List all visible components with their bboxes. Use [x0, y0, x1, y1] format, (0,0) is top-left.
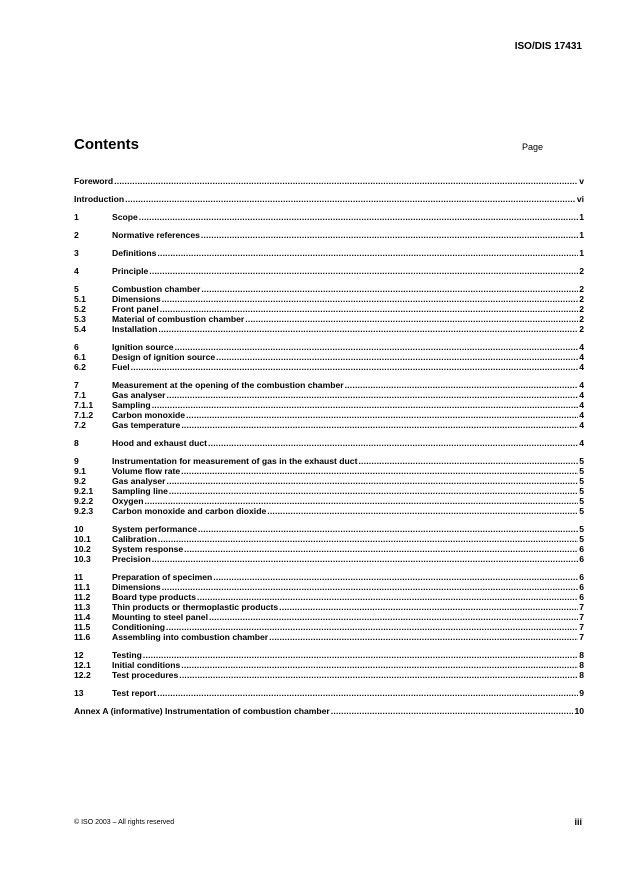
- toc-entry-title: Front panel: [112, 304, 159, 314]
- toc-leader-dots: [267, 506, 578, 516]
- toc-leader-dots: [167, 476, 579, 486]
- toc-entry-number: 7.1.2: [74, 410, 94, 420]
- toc-leader-dots: [145, 496, 579, 506]
- toc-entry-page: 5: [579, 524, 584, 534]
- toc-leader-dots: [152, 400, 579, 410]
- toc-entry-page: 5: [579, 486, 584, 496]
- toc-entry-number: 5.2: [74, 304, 86, 314]
- toc-entry-page: 2: [579, 304, 584, 314]
- toc-entry-page: 6: [579, 544, 584, 554]
- toc-entry[interactable]: [74, 670, 584, 680]
- toc-entry-page: 4: [579, 342, 584, 352]
- toc-entry[interactable]: [74, 592, 584, 602]
- toc-entry[interactable]: [74, 544, 584, 554]
- toc-entry-title: Scope: [112, 212, 138, 222]
- toc-entry-number: 9: [74, 456, 79, 466]
- toc-entry-title: Annex A (informative) Instrumentation of combustion chamber: [74, 706, 330, 716]
- toc-entry-number: 7.1: [74, 390, 86, 400]
- toc-entry-title: Combustion chamber: [112, 284, 201, 294]
- toc-entry[interactable]: [74, 352, 584, 362]
- toc-entry-number: 12.1: [74, 660, 91, 670]
- toc-entry-page: 2: [579, 266, 584, 276]
- toc-leader-dots: [331, 706, 574, 716]
- toc-entry-title: Preparation of specimen: [112, 572, 213, 582]
- toc-entry[interactable]: [74, 456, 584, 466]
- toc-entry-title: Initial conditions: [112, 660, 181, 670]
- toc-leader-dots: [213, 572, 578, 582]
- toc-entry-page: 8: [579, 650, 584, 660]
- toc-entry-page: 5: [579, 506, 584, 516]
- toc-leader-dots: [131, 362, 579, 372]
- toc-entry-number: 6.1: [74, 352, 86, 362]
- toc-entry[interactable]: [74, 176, 584, 186]
- toc-entry-page: 7: [579, 632, 584, 642]
- toc-leader-dots: [186, 410, 578, 420]
- toc-leader-dots: [149, 266, 578, 276]
- toc-entry-page: 4: [579, 400, 584, 410]
- toc-entry-page: 8: [579, 670, 584, 680]
- toc-entry-title: System response: [112, 544, 184, 554]
- toc-entry-number: 5.1: [74, 294, 86, 304]
- toc-entry-number: 9.2: [74, 476, 86, 486]
- toc-leader-dots: [166, 622, 578, 632]
- toc-entry[interactable]: [74, 380, 584, 390]
- toc-entry[interactable]: [74, 612, 584, 622]
- toc-entry[interactable]: [74, 314, 584, 324]
- toc-entry[interactable]: [74, 602, 584, 612]
- toc-entry[interactable]: [74, 438, 584, 448]
- toc-entry-number: 10.2: [74, 544, 91, 554]
- toc-leader-dots: [209, 612, 578, 622]
- toc-entry-title: Testing: [112, 650, 142, 660]
- toc-entry-number: 5.3: [74, 314, 86, 324]
- toc-entry-page: 2: [579, 284, 584, 294]
- toc-entry-number: 5.4: [74, 324, 86, 334]
- toc-entry[interactable]: [74, 660, 584, 670]
- toc-entry-page: 4: [579, 380, 584, 390]
- toc-entry-number: 9.2.2: [74, 496, 94, 506]
- toc-entry[interactable]: [74, 420, 584, 430]
- toc-entry[interactable]: [74, 524, 584, 534]
- toc-entry-page: 4: [579, 352, 584, 362]
- toc-entry-title: Oxygen: [112, 496, 144, 506]
- toc-entry-title: Introduction: [74, 194, 125, 204]
- toc-entry-number: 11.5: [74, 622, 91, 632]
- toc-entry-number: 12.2: [74, 670, 91, 680]
- toc-leader-dots: [358, 456, 578, 466]
- toc-entry-title: Design of ignition source: [112, 352, 216, 362]
- toc-entry-title: Sampling line: [112, 486, 168, 496]
- toc-leader-dots: [279, 602, 578, 612]
- toc-entry-page: 1: [579, 230, 584, 240]
- toc-entry-title: System performance: [112, 524, 198, 534]
- toc-leader-dots: [162, 582, 579, 592]
- toc-leader-dots: [198, 524, 578, 534]
- toc-entry-number: 11.1: [74, 582, 91, 592]
- toc-entry-page: 5: [579, 456, 584, 466]
- toc-entry-page: 7: [579, 612, 584, 622]
- toc-entry-title: Instrumentation for measurement of gas in the exhaust duct: [112, 456, 358, 466]
- toc-entry-number: 10.3: [74, 554, 91, 564]
- toc-entry-number: 7.2: [74, 420, 86, 430]
- toc-leader-dots: [216, 352, 578, 362]
- toc-entry-title: Gas analyser: [112, 390, 166, 400]
- toc-entry-title: Sampling: [112, 400, 151, 410]
- toc-leader-dots: [181, 660, 578, 670]
- toc-entry-title: Test procedures: [112, 670, 179, 680]
- toc-entry-number: 6: [74, 342, 79, 352]
- toc-entry[interactable]: [74, 554, 584, 564]
- toc-leader-dots: [201, 230, 578, 240]
- toc-leader-dots: [208, 438, 578, 448]
- toc-leader-dots: [143, 650, 578, 660]
- toc-leader-dots: [114, 176, 578, 186]
- toc-entry[interactable]: [74, 582, 584, 592]
- toc-entry-page: 6: [579, 582, 584, 592]
- toc-entry[interactable]: [74, 466, 584, 476]
- table-of-contents: [74, 176, 584, 716]
- toc-entry-title: Installation: [112, 324, 158, 334]
- toc-entry-title: Carbon monoxide: [112, 410, 186, 420]
- toc-entry-page: 5: [579, 534, 584, 544]
- toc-entry[interactable]: [74, 496, 584, 506]
- toc-entry-title: Conditioning: [112, 622, 165, 632]
- toc-entry-number: 4: [74, 266, 79, 276]
- toc-entry-title: Measurement at the opening of the combustion chamber: [112, 380, 344, 390]
- toc-entry-page: 7: [579, 622, 584, 632]
- toc-leader-dots: [345, 380, 579, 390]
- toc-entry-number: 8: [74, 438, 79, 448]
- toc-entry[interactable]: [74, 632, 584, 642]
- toc-entry[interactable]: [74, 400, 584, 410]
- toc-entry-title: Thin products or thermoplastic products: [112, 602, 279, 612]
- toc-entry-title: Carbon monoxide and carbon dioxide: [112, 506, 267, 516]
- toc-leader-dots: [157, 248, 578, 258]
- toc-entry[interactable]: [74, 304, 584, 314]
- toc-entry-page: 4: [579, 438, 584, 448]
- toc-leader-dots: [201, 284, 578, 294]
- toc-entry-number: 13: [74, 688, 84, 698]
- toc-leader-dots: [167, 390, 579, 400]
- toc-entry-number: 9.1: [74, 466, 86, 476]
- toc-leader-dots: [245, 314, 578, 324]
- toc-entry-title: Foreword: [74, 176, 114, 186]
- toc-entry[interactable]: [74, 410, 584, 420]
- toc-entry-number: 6.2: [74, 362, 86, 372]
- toc-leader-dots: [160, 304, 578, 314]
- toc-entry-title: Calibration: [112, 534, 157, 544]
- toc-entry-number: 3: [74, 248, 79, 258]
- toc-entry[interactable]: [74, 688, 584, 698]
- toc-entry-title: Precision: [112, 554, 151, 564]
- contents-heading: Contents: [74, 136, 139, 153]
- toc-entry-title: Assembling into combustion chamber: [112, 632, 269, 642]
- toc-leader-dots: [181, 420, 578, 430]
- toc-entry[interactable]: [74, 572, 584, 582]
- toc-entry[interactable]: [74, 706, 584, 716]
- toc-entry-page: 7: [579, 602, 584, 612]
- toc-entry-title: Normative references: [112, 230, 200, 240]
- toc-leader-dots: [181, 466, 578, 476]
- toc-entry-number: 9.2.1: [74, 486, 94, 496]
- toc-leader-dots: [169, 486, 578, 496]
- toc-entry[interactable]: [74, 622, 584, 632]
- toc-entry-title: Definitions: [112, 248, 157, 258]
- toc-entry-page: 4: [579, 390, 584, 400]
- toc-entry-number: 11: [74, 572, 84, 582]
- toc-entry-title: Dimensions: [112, 294, 161, 304]
- toc-entry-number: 10.1: [74, 534, 91, 544]
- toc-entry-page: 6: [579, 592, 584, 602]
- toc-entry[interactable]: [74, 390, 584, 400]
- page-column-label: Page: [522, 142, 544, 152]
- toc-entry-title: Principle: [112, 266, 149, 276]
- toc-entry-title: Board type products: [112, 592, 197, 602]
- toc-entry-number: 7: [74, 380, 79, 390]
- toc-entry-title: Volume flow rate: [112, 466, 181, 476]
- toc-entry-page: 6: [579, 554, 584, 564]
- toc-entry-number: 11.6: [74, 632, 91, 642]
- toc-entry[interactable]: [74, 230, 584, 240]
- toc-entry[interactable]: [74, 294, 584, 304]
- toc-entry-number: 7.1.1: [74, 400, 94, 410]
- toc-entry-title: Hood and exhaust duct: [112, 438, 208, 448]
- toc-entry-page: 1: [579, 212, 584, 222]
- toc-entry[interactable]: [74, 534, 584, 544]
- toc-leader-dots: [139, 212, 578, 222]
- toc-entry-number: 11.2: [74, 592, 91, 602]
- toc-entry-number: 11.4: [74, 612, 91, 622]
- toc-entry-title: Gas analyser: [112, 476, 166, 486]
- toc-entry-page: v: [579, 176, 584, 186]
- toc-entry-page: 4: [579, 420, 584, 430]
- toc-entry[interactable]: [74, 266, 584, 276]
- copyright-notice: © ISO 2003 – All rights reserved: [74, 819, 175, 826]
- toc-leader-dots: [197, 592, 578, 602]
- toc-entry-number: 12: [74, 650, 84, 660]
- toc-leader-dots: [158, 324, 578, 334]
- toc-entry-page: 9: [579, 688, 584, 698]
- toc-entry[interactable]: [74, 212, 584, 222]
- toc-entry-number: 11.3: [74, 602, 91, 612]
- toc-leader-dots: [179, 670, 578, 680]
- toc-entry-number: 9.2.3: [74, 506, 94, 516]
- toc-entry-page: 2: [579, 314, 584, 324]
- toc-leader-dots: [184, 544, 578, 554]
- toc-leader-dots: [175, 342, 579, 352]
- toc-entry[interactable]: [74, 476, 584, 486]
- toc-entry[interactable]: [74, 194, 584, 204]
- toc-entry-page: 5: [579, 466, 584, 476]
- toc-leader-dots: [269, 632, 578, 642]
- toc-entry-page: vi: [576, 194, 584, 204]
- toc-entry-number: 10: [74, 524, 84, 534]
- toc-entry-title: Material of combustion chamber: [112, 314, 245, 324]
- toc-entry[interactable]: [74, 284, 584, 294]
- toc-entry-page: 2: [579, 294, 584, 304]
- toc-entry-number: 5: [74, 284, 79, 294]
- toc-entry-title: Gas temperature: [112, 420, 181, 430]
- toc-entry[interactable]: [74, 486, 584, 496]
- toc-entry-title: Mounting to steel panel: [112, 612, 208, 622]
- toc-leader-dots: [162, 294, 579, 304]
- toc-entry[interactable]: [74, 650, 584, 660]
- toc-entry-page: 4: [579, 362, 584, 372]
- toc-entry-page: 10: [574, 706, 584, 716]
- toc-entry[interactable]: [74, 248, 584, 258]
- toc-entry[interactable]: [74, 324, 584, 334]
- toc-entry-page: 6: [579, 572, 584, 582]
- toc-entry-title: Dimensions: [112, 582, 161, 592]
- toc-entry-title: Ignition source: [112, 342, 174, 352]
- toc-leader-dots: [125, 194, 576, 204]
- toc-leader-dots: [158, 534, 578, 544]
- toc-entry-page: 4: [579, 410, 584, 420]
- toc-entry-page: 5: [579, 476, 584, 486]
- toc-entry[interactable]: [74, 362, 584, 372]
- toc-entry-page: 8: [579, 660, 584, 670]
- page-number: iii: [574, 817, 582, 827]
- toc-entry[interactable]: [74, 506, 584, 516]
- toc-leader-dots: [152, 554, 579, 564]
- toc-entry-page: 2: [579, 324, 584, 334]
- toc-entry-page: 1: [579, 248, 584, 258]
- toc-entry-title: Test report: [112, 688, 157, 698]
- toc-entry-number: 2: [74, 230, 79, 240]
- toc-entry[interactable]: [74, 342, 584, 352]
- toc-entry-page: 5: [579, 496, 584, 506]
- document-id: ISO/DIS 17431: [514, 41, 582, 52]
- toc-entry-number: 1: [74, 212, 79, 222]
- toc-leader-dots: [157, 688, 578, 698]
- toc-entry-title: Fuel: [112, 362, 130, 372]
